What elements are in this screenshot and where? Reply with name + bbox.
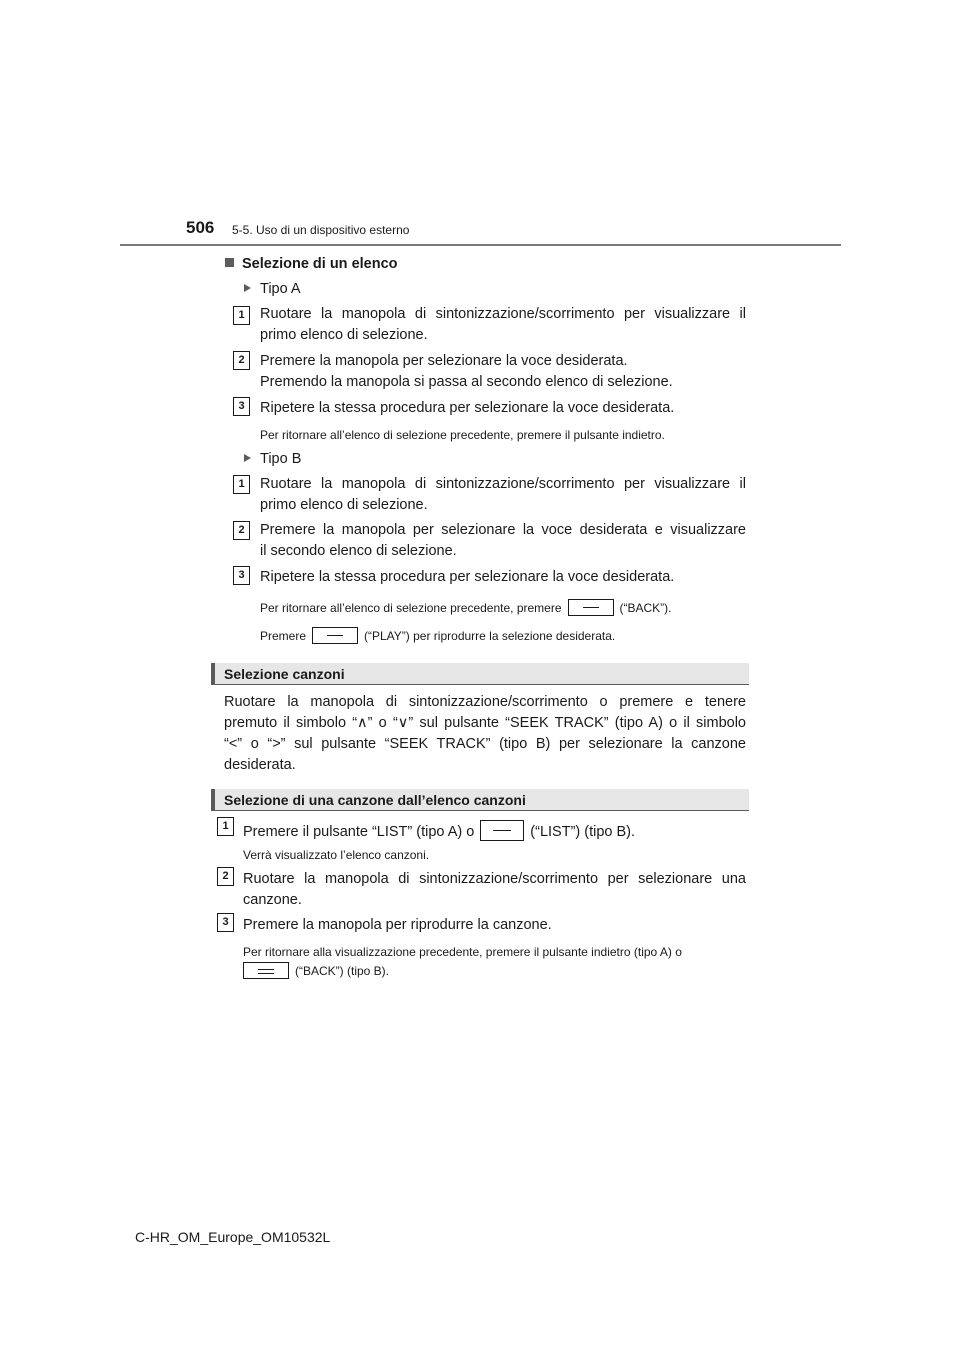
list-button-icon [480, 820, 524, 841]
song-select-paragraph: Ruotare la manopola di sintonizzazione/scorrimento o premere e tenere premuto il simbolo “∧” o “∨” sul pulsante “SEEK TRACK” (tipo A) o il simbolo “<” o “>” sul pulsante “SEEK TRACK” (tipo B) per selezionare la canzone desiderata. [224, 694, 746, 773]
step-text: il secondo elenco di selezione. [260, 543, 457, 559]
step-number: 2 [217, 867, 234, 886]
step-number: 3 [233, 397, 250, 416]
step-text: Premere la manopola per riprodurre la canzone. [243, 917, 552, 933]
step-text: Ruotare la manopola di sintonizzazione/scorrimento per selezionare una [243, 871, 746, 887]
step-number: 2 [233, 521, 250, 540]
step-number: 1 [217, 817, 234, 836]
step-text: Premere la manopola per selezionare la voce desiderata e visualizzare [260, 522, 746, 538]
back-button-icon [568, 599, 614, 616]
note-text: Verrà visualizzato l’elenco canzoni. [243, 848, 430, 862]
note-play: Premere (“PLAY”) per riprodurre la selezione desiderata. [260, 629, 616, 643]
section-bar-song-list: Selezione di una canzone dall’elenco canzoni [211, 789, 749, 811]
note-text: Per ritornare all’elenco di selezione precedente, premere il pulsante indietro. [260, 428, 665, 442]
document-id: C-HR_OM_Europe_OM10532L [135, 1229, 331, 1245]
step-text: primo elenco di selezione. [260, 497, 428, 513]
step-number: 1 [233, 475, 250, 494]
note-text: Per ritornare alla visualizzazione precedente, premere il pulsante indietro (tipo A) o [243, 945, 682, 959]
step-number: 2 [233, 351, 250, 370]
square-bullet-icon [225, 258, 234, 267]
header-divider [120, 244, 841, 246]
back-button-icon [243, 962, 289, 979]
step-number: 1 [233, 306, 250, 325]
step-number: 3 [233, 566, 250, 585]
step-text: Ruotare la manopola di sintonizzazione/scorrimento per visualizzare il [260, 476, 746, 492]
step-text: Ripetere la stessa procedura per selezionare la voce desiderata. [260, 400, 675, 416]
step-text: primo elenco di selezione. [260, 327, 428, 343]
step-text: Premere la manopola per selezionare la voce desiderata. [260, 353, 628, 369]
type-b-label: Tipo B [244, 449, 301, 470]
step-text: Ruotare la manopola di sintonizzazione/scorrimento per visualizzare il [260, 306, 746, 322]
section-title: 5-5. Uso di un dispositivo esterno [232, 223, 410, 237]
page-number: 506 [186, 218, 215, 237]
triangle-bullet-icon [244, 284, 251, 292]
note-back: Per ritornare all’elenco di selezione precedente, premere (“BACK”). [260, 601, 672, 615]
list-select-heading: Selezione di un elenco [225, 254, 398, 275]
type-a-label: Tipo A [244, 279, 301, 300]
play-button-icon [312, 627, 358, 644]
step-text: Ripetere la stessa procedura per selezionare la voce desiderata. [260, 569, 675, 585]
step-text: Premere il pulsante “LIST” (tipo A) o (“LIST”) (tipo B). [243, 820, 635, 843]
section-bar-song-select: Selezione canzoni [211, 663, 749, 685]
triangle-bullet-icon [244, 454, 251, 462]
step-text: Premendo la manopola si passa al secondo elenco di selezione. [260, 374, 673, 390]
note-text: (“BACK”) (tipo B). [243, 962, 389, 980]
step-number: 3 [217, 913, 234, 932]
step-text: canzone. [243, 892, 302, 908]
